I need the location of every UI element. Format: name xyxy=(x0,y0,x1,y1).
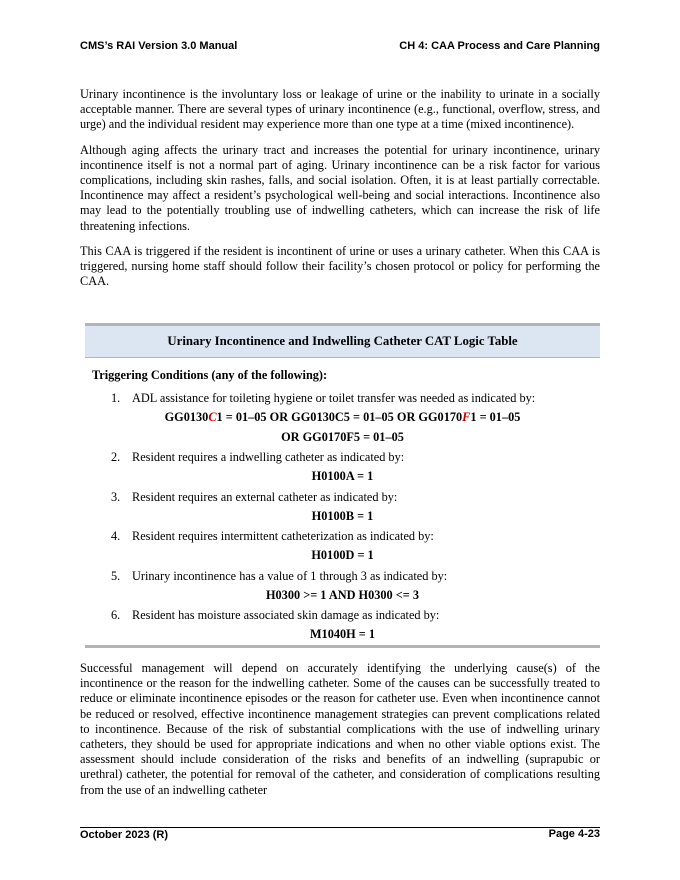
table-subtitle: Triggering Conditions (any of the following): xyxy=(92,368,328,382)
condition-number: 2. xyxy=(111,450,121,464)
condition-number: 3. xyxy=(111,489,121,504)
paragraph-aging: Although aging affects the urinary tract and increases the potential for urinary incontinence, urinary incontinence itself is not a normal part of aging. Urinary incontinence can be a risk factor for various complications, including skin rashes, falls, and social isolation. Often, it is at least partially correctable. Incontinence may affect a resident’s psychological well-being and social interactions. Incontinence also may lead to the potentially troubling use of indwelling catheters, which can increase the risk of life threatening infections. xyxy=(80,142,600,233)
condition-code: OR GG0170F5 = 01–05 xyxy=(281,429,404,444)
condition-item xyxy=(85,566,600,606)
code-part: GG0130 xyxy=(164,410,209,424)
condition-text xyxy=(85,487,600,507)
page-header xyxy=(80,40,600,52)
condition-code: M1040H = 1 xyxy=(309,627,376,641)
condition-item xyxy=(85,487,600,527)
condition-text xyxy=(85,447,600,467)
code-part: 1 = 01–05 xyxy=(470,410,521,424)
condition-code: H0100D = 1 xyxy=(311,548,374,562)
condition-number: 6. xyxy=(111,608,121,622)
condition-text xyxy=(85,388,600,408)
condition-item xyxy=(85,605,600,645)
condition-item xyxy=(85,388,600,447)
condition-text xyxy=(85,566,600,586)
condition-code xyxy=(85,408,600,428)
page-number: Page 4-23 xyxy=(548,828,600,840)
condition-item xyxy=(85,447,600,487)
paragraph-definition: Urinary incontinence is the involuntary loss or leakage of urine or the inability to urinate in a socially acceptable manner. There are several types of urinary incontinence (e.g., functional, overflow, stress, and urge) and the individual resident may experience more than one type at a time (mixed incontinence). xyxy=(80,87,600,132)
condition-number: 4. xyxy=(111,529,121,543)
cat-logic-table xyxy=(85,323,600,648)
intro-section xyxy=(80,87,600,299)
condition-code: H0300 >= 1 AND H0300 <= 3 xyxy=(265,587,420,602)
revised-code-letter: C xyxy=(208,410,217,424)
condition-list xyxy=(85,388,600,645)
chapter-title: CH 4: CAA Process and Care Planning xyxy=(399,40,600,52)
condition-code: H0100B = 1 xyxy=(311,508,374,523)
condition-description: Resident requires an external catheter as indicated by: xyxy=(132,489,398,504)
paragraph-management: Successful management will depend on accurately identifying the underlying cause(s) of the incontinence or the reason for the indwelling catheter. Some of the causes can be successfully treated to reduce or eliminate incontinence episodes or the reason for catheter use. Even when incontinence cannot be reduced or resolved, effective incontinence management strategies can prevent complications related to incontinence. Because of the risk of substantial complications with the use of indwelling urinary catheters, they should be used for appropriate indications and when no other viable options exist. The assessment should include consideration of the risks and benefits of an indwelling (suprapubic or urethral) catheter, the potential for removal of the catheter, and consideration of complications resulting from the use of an indwelling catheter xyxy=(80,661,600,797)
revision-date: October 2023 (R) xyxy=(80,829,169,841)
condition-text xyxy=(85,526,600,546)
condition-description: Urinary incontinence has a value of 1 through 3 as indicated by: xyxy=(132,568,448,583)
condition-item xyxy=(85,526,600,566)
revised-code-letter: F xyxy=(462,410,471,424)
condition-description: Resident requires a indwelling catheter as indicated by: xyxy=(132,450,405,464)
page-footer xyxy=(80,827,600,841)
condition-text xyxy=(85,605,600,625)
manual-title: CMS’s RAI Version 3.0 Manual xyxy=(80,40,238,52)
condition-description: Resident requires intermittent catheterization as indicated by: xyxy=(132,529,434,543)
code-part: 1 = 01–05 OR GG0130C5 = 01–05 OR GG0170 xyxy=(216,410,463,424)
condition-description: Resident has moisture associated skin damage as indicated by: xyxy=(132,608,440,622)
condition-description: ADL assistance for toileting hygiene or toilet transfer was needed as indicated by: xyxy=(132,391,536,405)
condition-number: 1. xyxy=(111,391,121,405)
management-section xyxy=(80,661,600,808)
table-title: Urinary Incontinence and Indwelling Catheter CAT Logic Table xyxy=(85,326,600,358)
condition-code: H0100A = 1 xyxy=(311,469,374,483)
condition-number: 5. xyxy=(111,568,121,583)
paragraph-trigger: This CAA is triggered if the resident is incontinent of urine or uses a urinary catheter. When this CAA is triggered, nursing home staff should follow their facility’s chosen protocol or policy for performing the CAA. xyxy=(80,243,600,289)
